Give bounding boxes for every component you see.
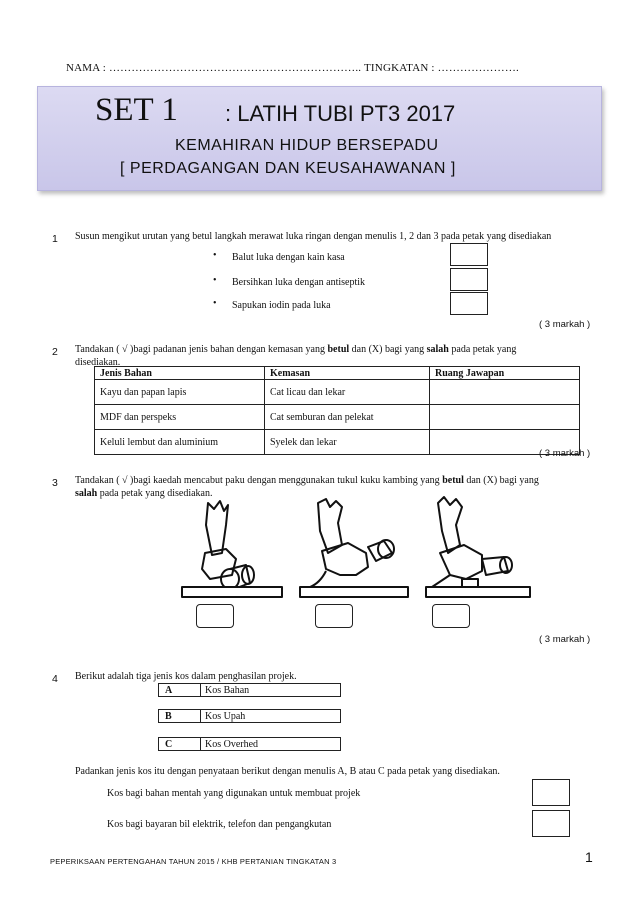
q3-markah: ( 3 markah ) [539,634,591,645]
hammer-illustrations [170,495,570,605]
q3-answer-box-3[interactable] [432,604,470,628]
kos-code: C [159,738,201,750]
page-number: 1 [585,849,593,865]
q2-header-ruang: Ruang Jawapan [430,367,580,380]
q2-cell-bahan: MDF dan perspeks [95,405,265,430]
q1-answer-box-1[interactable] [450,243,488,266]
q2-salah: salah [426,344,449,355]
table-row [95,380,580,405]
q3-answer-box-1[interactable] [196,604,234,628]
q2-text-b: dan (X) bagi yang [349,344,427,355]
q4-answer-box-2[interactable] [532,810,570,837]
q4-instruction: Padankan jenis kos itu dengan penyataan berikut dengan menulis A, B atau C pada petak yang disediakan. [75,766,500,777]
hammer-3-icon [426,497,530,597]
q2-text-a: Tandakan ( √ )bagi padanan jenis bahan dengan kemasan yang [75,344,328,355]
q1-item-3: Sapukan iodin pada luka [232,300,331,311]
page-footer: PEPERIKSAAN PERTENGAHAN TAHUN 2015 / KHB PERTANIAN TINGKATAN 3 [50,857,337,866]
q2-markah: ( 3 markah ) [539,448,591,459]
name-class-line: NAMA : ………………………………………………………….. TINGKATAN : …………………. [66,62,519,74]
q4-answer-box-1[interactable] [532,779,570,806]
kos-name: Kos Upah [205,711,246,722]
q3-text-a: Tandakan ( √ )bagi kaedah mencabut paku dengan menggunakan tukul kuku kambing yang [75,475,443,486]
set-label: SET 1 [95,92,178,128]
q3-betul: betul [442,475,464,486]
q1-answer-box-2[interactable] [450,268,488,291]
banner-subtitle-2: [ PERDAGANGAN DAN KEUSAHAWANAN ] [120,160,456,177]
q2-table-header [95,367,580,380]
q4-statement-1: Kos bagi bahan mentah yang digunakan untuk membuat projek [107,788,361,799]
q4-statement-2: Kos bagi bayaran bil elektrik, telefon dan pengangkutan [107,819,332,830]
q2-answer-cell-1[interactable] [430,380,580,405]
q2-header-jenis: Jenis Bahan [95,367,265,380]
q1-answer-box-3[interactable] [450,292,488,315]
q2-cell-bahan: Keluli lembut dan aluminium [95,430,265,455]
kos-row-a [158,683,341,697]
q3-number: 3 [52,477,58,489]
q1-item-1: Balut luka dengan kain kasa [232,252,345,263]
q3-salah: salah [75,488,98,499]
q1-bullet-3: • [213,298,217,309]
q2-text-d: disediakan. [75,357,121,368]
q2-table [94,366,580,455]
q2-text-c: pada petak yang [448,344,517,355]
q1-markah: ( 3 markah ) [539,319,591,330]
q3-text-c: pada petak yang disediakan. [97,488,213,499]
banner-title: : LATIH TUBI PT3 2017 [225,101,456,126]
kos-row-b [158,709,341,723]
kos-name: Kos Bahan [205,685,250,696]
q3-text-b: dan (X) bagi yang [463,475,539,486]
q2-answer-cell-2[interactable] [430,405,580,430]
q3-answer-box-2[interactable] [315,604,353,628]
kos-name: Kos Overhed [205,739,259,750]
q2-betul: betul [327,344,350,355]
q1-text [75,230,615,243]
kos-row-c [158,737,341,751]
table-row [95,405,580,430]
q2-cell-kemasan: Cat semburan dan pelekat [265,405,430,430]
q1-item-2: Bersihkan luka dengan antiseptik [232,277,366,288]
banner-subtitle: KEMAHIRAN HIDUP BERSEPADU [175,137,439,154]
q1-bullet-2: • [213,275,217,286]
hammer-1-icon [182,501,282,597]
kos-code: A [159,684,201,696]
q4-text: Berikut adalah tiga jenis kos dalam penghasilan projek. [75,671,297,682]
q1-number: 1 [52,233,58,245]
q1-bullet-1: • [213,250,217,261]
table-row [95,430,580,455]
kos-code: B [159,710,201,722]
q2-cell-kemasan: Syelek dan lekar [265,430,430,455]
q2-header-kemasan: Kemasan [265,367,430,380]
q2-cell-kemasan: Cat licau dan lekar [265,380,430,405]
q1-text-content: Susun mengikut urutan yang betul langkah merawat luka ringan dengan menulis 1, 2 dan 3 pada petak yang disediakan [75,231,552,242]
q4-number: 4 [52,673,58,685]
hammer-2-icon [300,499,408,597]
q2-number: 2 [52,346,58,358]
q2-cell-bahan: Kayu dan papan lapis [95,380,265,405]
